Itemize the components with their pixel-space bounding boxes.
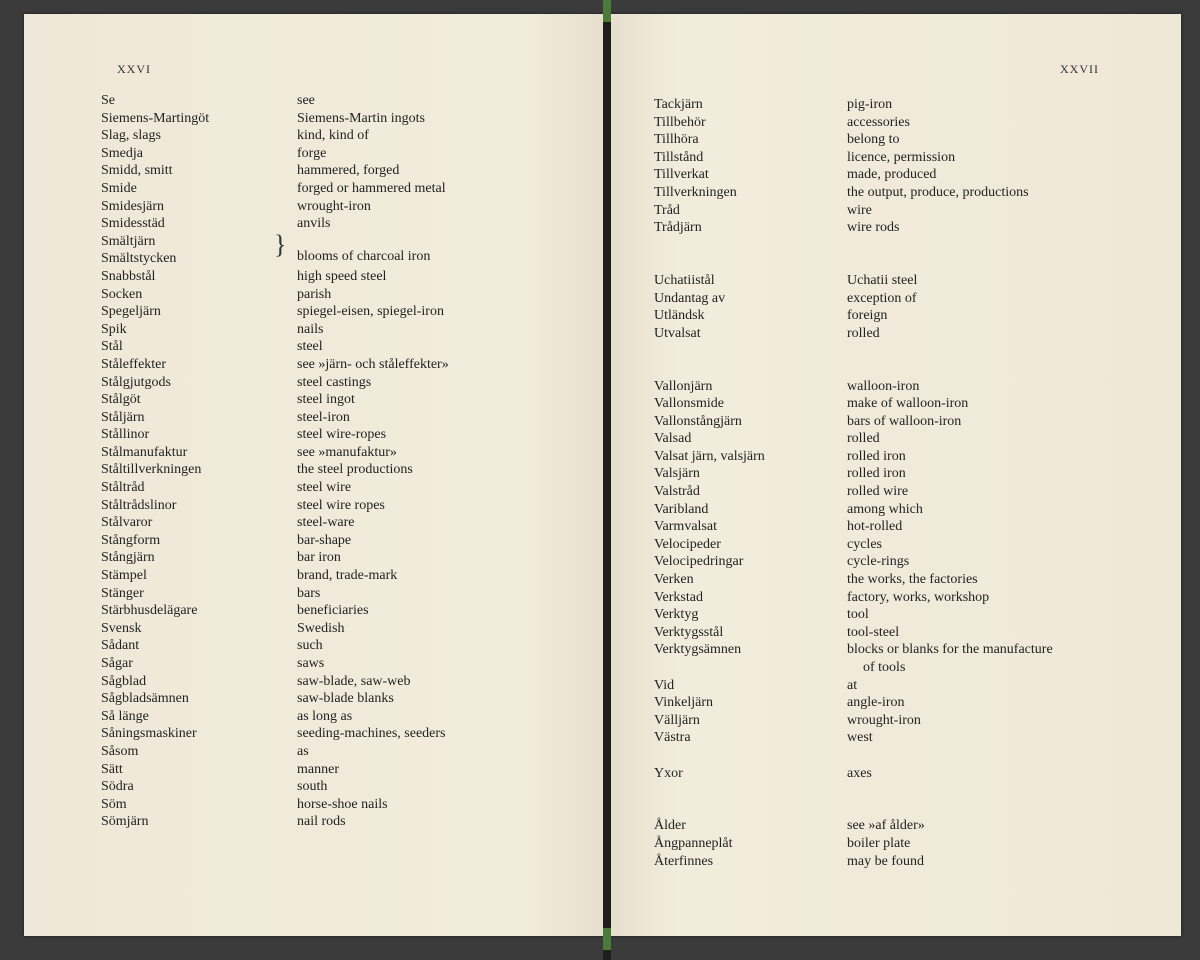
swedish-term: Sömjärn	[101, 814, 149, 830]
swedish-term: Smältjärn	[101, 233, 156, 249]
swedish-term: Sågar	[101, 656, 133, 671]
english-translation: pig-iron	[847, 97, 893, 112]
swedish-term: Smide	[101, 180, 137, 196]
swedish-term: Tillhöra	[654, 132, 699, 148]
swedish-term: Välljärn	[654, 712, 700, 728]
english-translation: axes	[847, 765, 872, 781]
english-translation: as	[297, 743, 309, 759]
swedish-term: Västra	[654, 730, 691, 746]
swedish-term: Verktygsämnen	[654, 642, 742, 658]
swedish-term	[654, 782, 765, 800]
swedish-term: Spik	[101, 321, 127, 337]
swedish-term: Smidesjärn	[101, 198, 164, 214]
book-gutter	[603, 0, 611, 960]
english-translation: accessories	[847, 114, 910, 130]
english-translation: bar-shape	[297, 532, 352, 548]
swedish-term: Smidesstäd	[101, 216, 165, 232]
english-translation: the output, produce, productions	[847, 184, 1029, 200]
english-translation: steel wire-ropes	[297, 427, 387, 443]
swedish-term: Sågblad	[101, 673, 147, 689]
swedish-term: Sådant	[101, 638, 140, 654]
binding-thread-bottom	[603, 928, 611, 950]
english-translation: saws	[297, 656, 325, 671]
swedish-term: Undantag av	[654, 290, 726, 306]
swedish-term: Velocipedringar	[654, 554, 744, 570]
swedish-term: Tråd	[654, 202, 680, 218]
english-translation: forge	[297, 145, 327, 161]
swedish-term: Vallonstångjärn	[654, 413, 742, 429]
right-page	[609, 14, 1181, 936]
swedish-term: Sätt	[101, 761, 123, 777]
swedish-term: Yxor	[654, 765, 683, 781]
page-number-left: XXVI	[117, 62, 151, 76]
english-translation: see »manufaktur»	[297, 444, 397, 460]
english-translation	[847, 360, 1053, 378]
swedish-term: Siemens-Martingöt	[101, 110, 210, 126]
english-translation	[847, 800, 1053, 818]
swedish-term: Ålder	[654, 818, 686, 834]
english-translation: steel ingot	[297, 392, 355, 408]
swedish-term: Ståljärn	[101, 409, 145, 425]
swedish-term: Stålvaror	[101, 515, 153, 531]
english-translation: foreign	[847, 308, 888, 324]
page-number-right: XXVII	[1060, 62, 1099, 76]
english-translation: wrought-iron	[297, 198, 371, 214]
swedish-term: Verkstad	[654, 589, 703, 605]
english-translation: at	[847, 677, 858, 693]
english-translation: wire	[847, 202, 872, 218]
english-translation: hot-rolled	[847, 519, 903, 535]
english-translation: nails	[297, 321, 324, 337]
swedish-term: Spegeljärn	[101, 304, 161, 320]
swedish-term	[654, 342, 765, 360]
bracket-translation	[297, 248, 430, 266]
english-translation	[847, 254, 1053, 272]
english-translation: west	[847, 730, 873, 746]
english-translation: seeding-machines, seeders	[297, 726, 446, 742]
english-translation: south	[297, 779, 328, 795]
swedish-term: Velocipeder	[654, 536, 721, 552]
right-english-column	[847, 96, 1053, 870]
english-translation: of tools	[863, 660, 906, 675]
english-translation: steel wire ropes	[297, 497, 385, 513]
swedish-term: Stänger	[101, 585, 144, 601]
swedish-term: Ståltrådslinor	[101, 497, 177, 513]
english-translation: among which	[847, 501, 923, 517]
english-translation: steel-ware	[297, 515, 355, 531]
english-translation: rolled wire	[847, 484, 909, 500]
swedish-term: Vinkeljärn	[654, 695, 714, 711]
english-translation: Uchatii steel	[847, 272, 918, 288]
english-translation: hammered, forged	[297, 163, 400, 179]
english-translation: licence, permission	[847, 149, 956, 165]
english-translation: steel-iron	[297, 409, 350, 425]
english-translation: the steel productions	[297, 462, 413, 478]
swedish-term: Stål	[101, 339, 123, 355]
swedish-term: Vallonsmide	[654, 396, 724, 412]
bracket-brace: }	[274, 230, 287, 259]
swedish-term: Tillverkningen	[654, 184, 737, 200]
swedish-term: Så länge	[101, 708, 149, 724]
english-translation: forged or hammered metal	[297, 180, 446, 196]
english-translation: blocks or blanks for the manufacture	[847, 642, 1053, 658]
english-translation	[847, 237, 1053, 255]
english-translation: steel	[297, 339, 323, 355]
english-translation: rolled iron	[847, 466, 906, 482]
swedish-term: Svensk	[101, 620, 142, 636]
english-translation: rolled	[847, 325, 880, 341]
swedish-term: Verktygsstål	[654, 624, 724, 640]
english-translation: angle-iron	[847, 695, 905, 711]
swedish-term: Tackjärn	[654, 97, 703, 112]
left-swedish-column	[101, 92, 209, 831]
swedish-term: Såsom	[101, 743, 139, 759]
english-translation: saw-blade blanks	[297, 691, 394, 707]
english-translation: see	[297, 93, 315, 108]
swedish-term: Söm	[101, 796, 127, 812]
english-translation: bars of walloon-iron	[847, 413, 962, 429]
english-translation: horse-shoe nails	[297, 796, 388, 812]
english-translation: wire rods	[847, 220, 900, 236]
english-translation: high speed steel	[297, 268, 387, 284]
swedish-term: Stålgjutgods	[101, 374, 172, 390]
swedish-term: Valsad	[654, 431, 692, 447]
english-translation: Siemens-Martin ingots	[297, 110, 425, 126]
english-translation: made, produced	[847, 167, 937, 183]
swedish-term: Verken	[654, 572, 694, 588]
english-translation: nail rods	[297, 814, 346, 830]
swedish-term: Trådjärn	[654, 220, 702, 236]
english-translation: walloon-iron	[847, 378, 920, 394]
english-translation	[847, 747, 1053, 765]
swedish-term: Tillstånd	[654, 149, 704, 165]
swedish-term	[654, 800, 765, 818]
english-translation: spiegel-eisen, spiegel-iron	[297, 304, 444, 320]
right-swedish-column	[654, 96, 765, 870]
english-translation: belong to	[847, 132, 900, 148]
swedish-term: Tillbehör	[654, 114, 706, 130]
swedish-term: Verktyg	[654, 607, 699, 623]
left-english-column	[297, 92, 449, 831]
swedish-term: Sågbladsämnen	[101, 691, 189, 707]
swedish-term	[654, 747, 765, 765]
english-translation: tool-steel	[847, 624, 900, 640]
swedish-term: Uchatiistål	[654, 272, 715, 288]
swedish-term: Tillverkat	[654, 167, 709, 183]
swedish-term	[654, 360, 765, 378]
swedish-term: Ståleffekter	[101, 356, 167, 372]
swedish-term: Smältstycken	[101, 251, 177, 267]
english-translation: factory, works, workshop	[847, 589, 990, 605]
english-translation: see »af ålder»	[847, 818, 925, 834]
english-translation: cycle-rings	[847, 554, 910, 570]
english-translation: bar iron	[297, 550, 341, 566]
english-translation: as long as	[297, 708, 353, 724]
swedish-term	[654, 659, 765, 677]
swedish-term: Varibland	[654, 501, 709, 517]
english-translation: may be found	[847, 853, 924, 869]
swedish-term: Smedja	[101, 145, 143, 161]
english-translation: boiler plate	[847, 835, 911, 851]
english-translation: rolled	[847, 431, 880, 447]
swedish-term: Vid	[654, 677, 675, 693]
swedish-term: Stångjärn	[101, 550, 155, 566]
english-translation: kind, kind of	[297, 128, 369, 144]
swedish-term: Såningsmaskiner	[101, 726, 197, 742]
english-translation: steel castings	[297, 374, 372, 390]
bracket-translation-text: blooms of charcoal iron	[297, 249, 431, 264]
english-translation: bars	[297, 585, 321, 601]
english-translation: steel wire	[297, 480, 352, 496]
left-page	[24, 14, 607, 936]
english-translation: wrought-iron	[847, 712, 921, 728]
swedish-term: Utvalsat	[654, 325, 701, 341]
swedish-term: Vallonjärn	[654, 378, 713, 394]
swedish-term: Stålmanufaktur	[101, 444, 188, 460]
english-translation: the works, the factories	[847, 572, 978, 588]
swedish-term: Smidd, smitt	[101, 163, 173, 179]
english-translation: saw-blade, saw-web	[297, 673, 411, 689]
swedish-term	[654, 237, 765, 255]
english-translation: exception of	[847, 290, 917, 306]
swedish-term: Slag, slags	[101, 128, 161, 144]
swedish-term: Ångpanneplåt	[654, 835, 733, 851]
swedish-term: Återfinnes	[654, 853, 714, 869]
english-translation	[847, 342, 1053, 360]
swedish-term: Stärbhusdelägare	[101, 603, 198, 619]
swedish-term	[654, 254, 765, 272]
swedish-term: Stångform	[101, 532, 161, 548]
english-translation: such	[297, 638, 323, 654]
swedish-term: Ståltillverkningen	[101, 462, 202, 478]
binding-thread-top	[603, 0, 611, 22]
english-translation: beneficiaries	[297, 603, 369, 619]
swedish-term: Stållinor	[101, 427, 150, 443]
swedish-term: Ståltråd	[101, 480, 145, 496]
english-translation: see »järn- och ståleffekter»	[297, 356, 449, 372]
swedish-term: Varmvalsat	[654, 519, 717, 535]
swedish-term: Södra	[101, 779, 134, 795]
swedish-term: Utländsk	[654, 308, 705, 324]
swedish-term: Valsjärn	[654, 466, 700, 482]
english-translation: rolled iron	[847, 448, 906, 464]
english-translation: tool	[847, 607, 869, 623]
swedish-term: Stämpel	[101, 568, 147, 584]
english-translation: brand, trade-mark	[297, 568, 398, 584]
english-translation: Swedish	[297, 620, 345, 636]
swedish-term: Se	[101, 93, 115, 108]
english-translation	[847, 782, 1053, 800]
swedish-term: Valsat järn, valsjärn	[654, 448, 765, 464]
swedish-term: Socken	[101, 286, 143, 302]
swedish-term: Stålgöt	[101, 392, 141, 408]
swedish-term: Valstråd	[654, 484, 700, 500]
english-translation: manner	[297, 761, 339, 777]
swedish-term: Snabbstål	[101, 268, 156, 284]
english-translation: make of walloon-iron	[847, 396, 969, 412]
english-translation: parish	[297, 286, 332, 302]
english-translation: anvils	[297, 216, 331, 232]
english-translation: cycles	[847, 536, 882, 552]
